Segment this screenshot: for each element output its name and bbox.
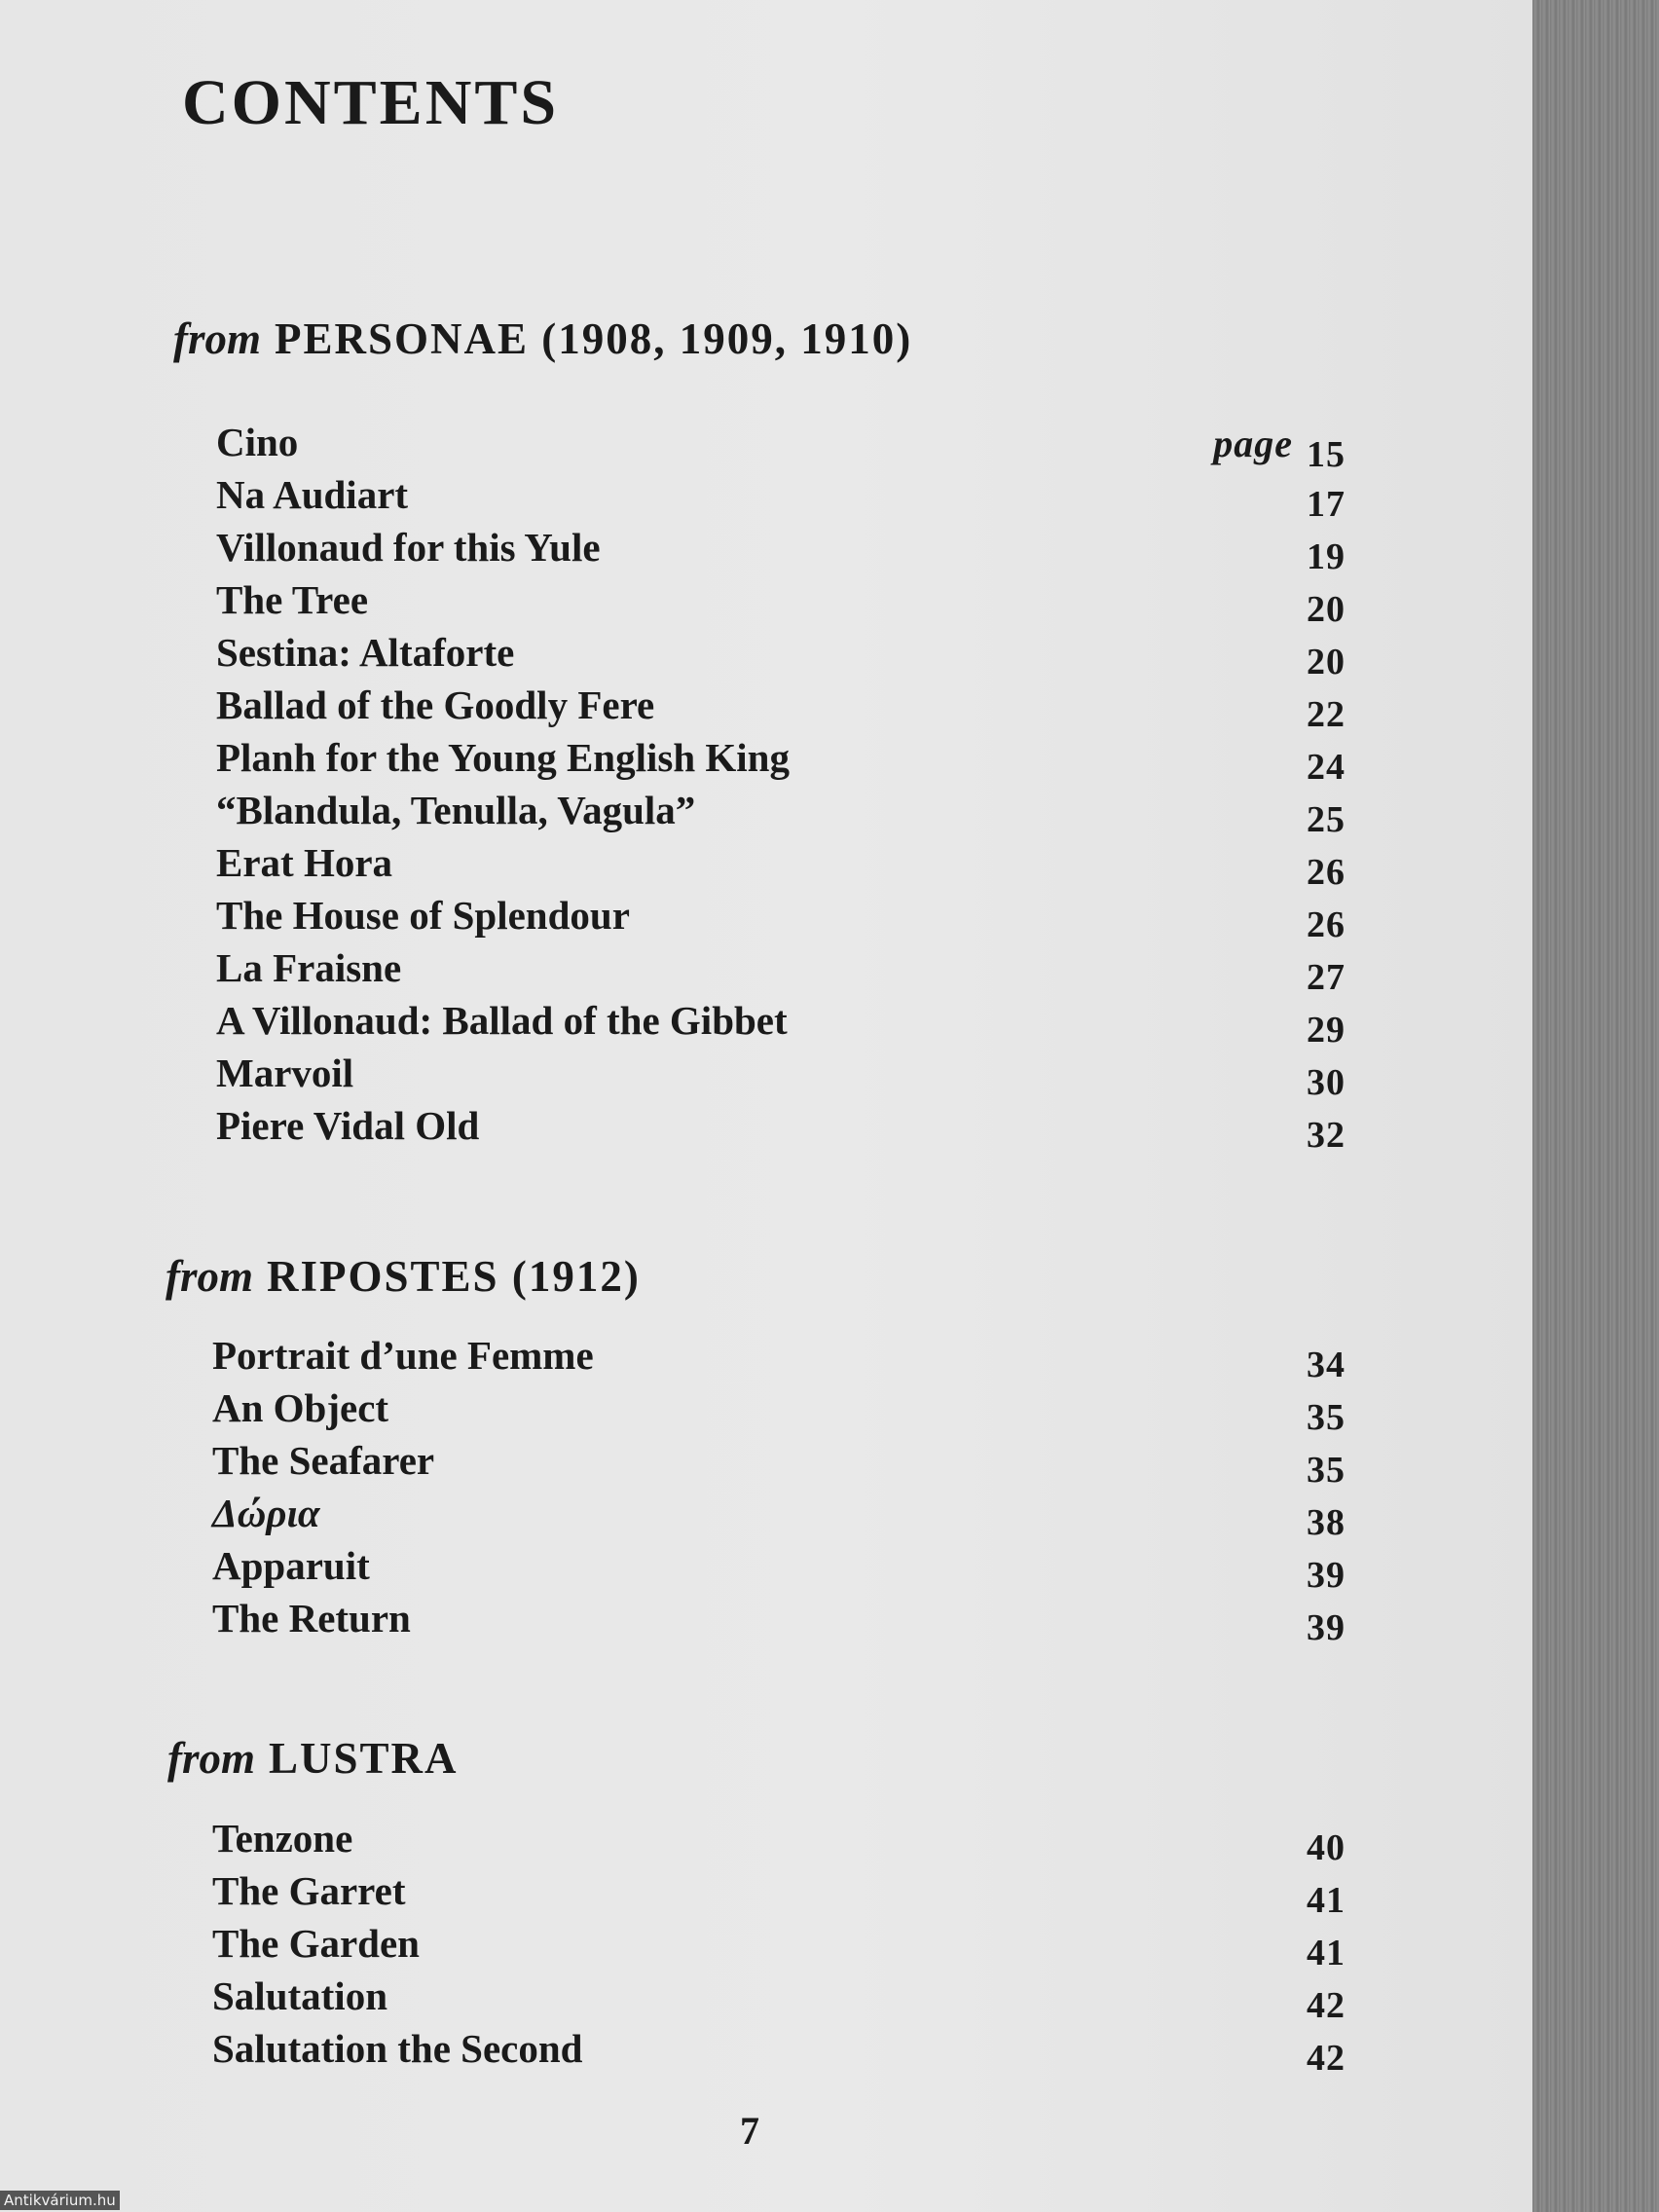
toc-entry[interactable] [212, 2025, 1346, 2078]
toc-entry[interactable] [216, 997, 1346, 1050]
entry-title: Sestina: Altaforte [216, 630, 515, 675]
entry-page: 22 [1307, 694, 1346, 735]
entry-page: 34 [1307, 1345, 1346, 1385]
entry-page: 38 [1307, 1502, 1346, 1543]
toc-entry[interactable] [216, 682, 1346, 734]
toc-entry[interactable] [212, 1867, 1346, 1920]
toc-entry[interactable] [212, 1595, 1346, 1647]
entry-title: “Blandula, Tenulla, Vagula” [216, 788, 696, 832]
section-heading-ripostes [166, 1251, 641, 1302]
entry-title: The Tree [216, 577, 369, 622]
section-from-label: from [167, 1734, 255, 1783]
toc-entry[interactable] [212, 1972, 1346, 2025]
entry-page: 19 [1307, 536, 1346, 577]
entry-title: The Seafarer [212, 1438, 435, 1483]
entry-title: Salutation [212, 1973, 387, 2018]
entry-page: 39 [1307, 1607, 1346, 1648]
toc-entry[interactable] [212, 1332, 1346, 1384]
section-name: LUSTRA [269, 1734, 459, 1783]
toc-entry[interactable] [216, 1102, 1346, 1155]
entry-title: Marvoil [216, 1051, 354, 1095]
entry-title: The Return [212, 1596, 411, 1641]
section-from-label: from [173, 314, 261, 363]
page-number: 7 [740, 2109, 759, 2153]
toc-entry[interactable] [216, 629, 1346, 682]
entry-title: Cino [216, 420, 299, 464]
toc-list-lustra [212, 1815, 1346, 2078]
toc-entry[interactable] [212, 1490, 1346, 1542]
entry-page: 35 [1307, 1450, 1346, 1491]
page-word: page [1213, 422, 1293, 465]
entry-page: 20 [1307, 642, 1346, 682]
toc-list-personae [216, 419, 1346, 1155]
entry-page: 29 [1307, 1010, 1346, 1051]
toc-entry[interactable] [216, 471, 1346, 524]
toc-entry[interactable] [216, 944, 1346, 997]
toc-entry[interactable] [216, 787, 1346, 839]
entry-page: 24 [1307, 747, 1346, 788]
section-name: RIPOSTES (1912) [267, 1252, 641, 1301]
section-name: PERSONAE (1908, 1909, 1910) [275, 314, 913, 363]
entry-title: La Fraisne [216, 945, 402, 990]
entry-title: The Garret [212, 1868, 406, 1913]
watermark: Antikvárium.hu [0, 2191, 120, 2210]
entry-page: 27 [1307, 957, 1346, 998]
toc-entry[interactable] [212, 1437, 1346, 1490]
entry-title: Tenzone [212, 1816, 353, 1861]
entry-title: Planh for the Young English King [216, 735, 790, 780]
entry-page: 39 [1307, 1555, 1346, 1596]
entry-page: 35 [1307, 1397, 1346, 1438]
entry-page: 20 [1307, 589, 1346, 630]
section-from-label: from [166, 1252, 253, 1301]
entry-title: Apparuit [212, 1543, 370, 1588]
toc-entry[interactable] [212, 1542, 1346, 1595]
entry-title: Portrait d’une Femme [212, 1333, 594, 1378]
entry-page: 17 [1307, 484, 1346, 525]
toc-entry[interactable] [212, 1815, 1346, 1867]
entry-page: 42 [1307, 2038, 1346, 2079]
toc-entry[interactable] [212, 1384, 1346, 1437]
entry-title: The Garden [212, 1921, 420, 1966]
entry-page: 41 [1307, 1880, 1346, 1921]
entry-title: A Villonaud: Ballad of the Gibbet [216, 998, 788, 1043]
toc-entry[interactable] [216, 524, 1346, 576]
entry-title: The House of Splendour [216, 893, 630, 938]
entry-page: 30 [1307, 1062, 1346, 1103]
toc-entry[interactable] [216, 1050, 1346, 1102]
entry-page: 25 [1307, 799, 1346, 840]
entry-title: Villonaud for this Yule [216, 525, 601, 570]
toc-entry[interactable] [216, 892, 1346, 944]
entry-title: An Object [212, 1385, 389, 1430]
toc-entry[interactable] [216, 734, 1346, 787]
toc-entry[interactable] [212, 1920, 1346, 1972]
entry-title: Piere Vidal Old [216, 1103, 480, 1148]
entry-page: 32 [1307, 1115, 1346, 1156]
entry-page: 40 [1307, 1827, 1346, 1868]
toc-list-ripostes [212, 1332, 1346, 1647]
toc-entry[interactable] [216, 839, 1346, 892]
entry-title: Na Audiart [216, 472, 409, 517]
entry-title: Erat Hora [216, 840, 393, 885]
page-edge [1532, 0, 1659, 2212]
entry-page: page 15 [1213, 422, 1346, 475]
entry-title: Δώρια [212, 1491, 320, 1535]
entry-page: 26 [1307, 904, 1346, 945]
entry-page: 41 [1307, 1933, 1346, 1973]
toc-entry[interactable] [216, 576, 1346, 629]
section-heading-personae [173, 313, 912, 364]
entry-page: 42 [1307, 1985, 1346, 2026]
section-heading-lustra [167, 1733, 459, 1784]
entry-title: Salutation the Second [212, 2026, 583, 2071]
toc-entry[interactable] [216, 419, 1346, 475]
entry-page: 26 [1307, 852, 1346, 893]
page-title: CONTENTS [182, 67, 560, 138]
entry-title: Ballad of the Goodly Fere [216, 682, 655, 727]
